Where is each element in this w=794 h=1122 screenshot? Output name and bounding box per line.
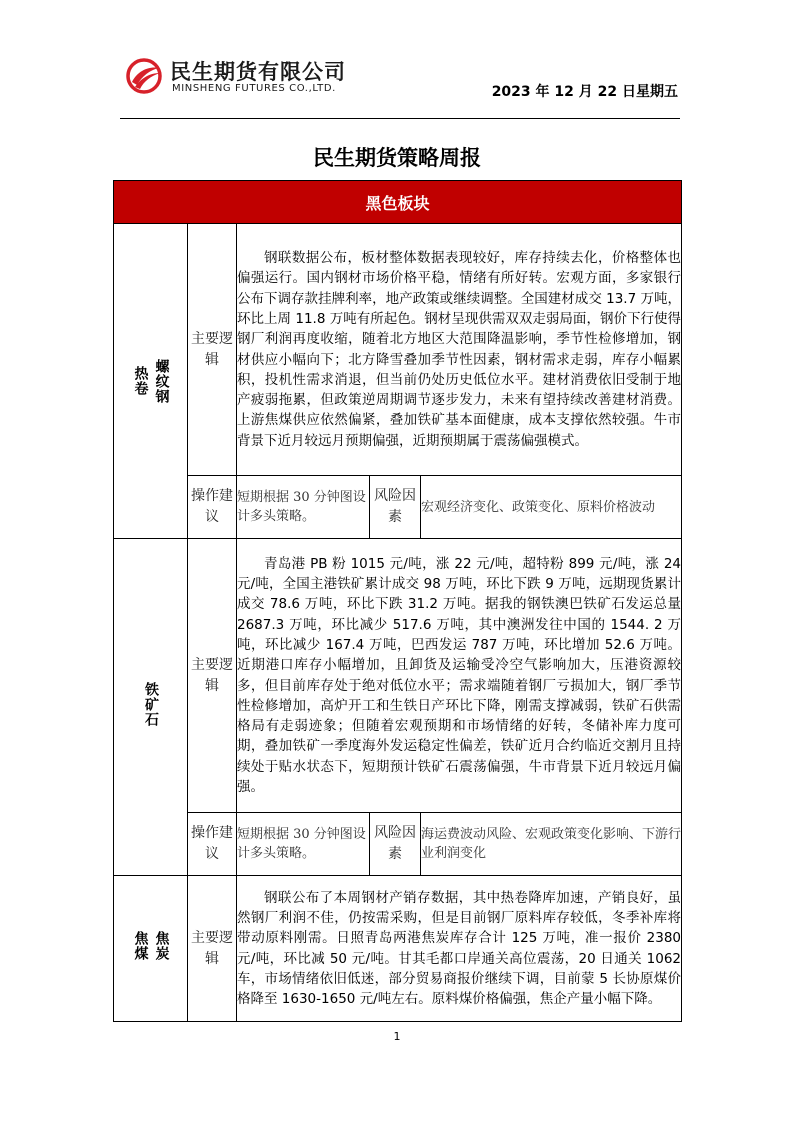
- report-date: 2023 年 12 月 22 日星期五: [491, 84, 678, 100]
- page-header: [120, 50, 680, 120]
- ore-logic: [237, 539, 682, 813]
- risk-label: 风险因素: [370, 476, 421, 539]
- risk-label: 风险因素: [370, 813, 421, 876]
- category-hot-coil: 热卷: [132, 366, 149, 396]
- ore-ops: 短期根据 30 分钟图设计多头策略。: [237, 813, 370, 876]
- section-header: 黑色板块: [114, 181, 682, 224]
- ore-risk: 海运费波动风险、宏观政策变化影响、下游行业利润变化: [421, 813, 682, 876]
- category-iron-ore-label: 铁矿石: [143, 682, 159, 727]
- company-logo: [126, 56, 366, 96]
- logic-label: 主要逻辑: [188, 876, 237, 1022]
- logic-label: 主要逻辑: [188, 224, 237, 476]
- ops-label: 操作建议: [188, 813, 237, 876]
- logic-label: 主要逻辑: [188, 539, 237, 813]
- coke-logic-text: 钢联公布了本周钢材产销存数据，其中热卷降库加速，产销良好，虽然钢厂利润不佳，仍按需采购，但是目前钢厂原料库存较低，冬季补库将带动原料刚需。日照青岛两港焦炭库存合计 125 万吨，准一报价 2380 元/吨，环比减 50 元/吨。甘其毛都口岸通关高位震荡，20 日通关 1062 车，市场情绪依旧低迷，部分贸易商报价继续下调，目前蒙 5 长协原煤价格降至 1630-1650 元/吨左右。原料煤价格偏强，焦企产量小幅下降。: [237, 889, 682, 1008]
- category-coke: [114, 876, 188, 1022]
- ops-label: 操作建议: [188, 476, 237, 539]
- steel-logic: [237, 224, 682, 476]
- ore-logic-text: 青岛港 PB 粉 1015 元/吨，涨 22 元/吨，超特粉 899 元/吨，涨 24 元/吨，全国主港铁矿累计成交 98 万吨，环比下跌 9 万吨，远期现货累计成交 78.6 万吨，环比下跌 31.2 万吨。据我的钢铁澳巴铁矿石发运总量 2687.3 万吨，环比减少 517.6 万吨，其中澳洲发往中国的 1544. 2 万吨，环比减少 167.4 万吨，巴西发运 787 万吨，环比增加 52.6 万吨。近期港口库存小幅增加，且卸货及运输受冷空气影响加大，压港资源较多，但目前库存处于绝对低位水平；需求端随着钢厂亏损加大，钢厂季节性检修增加，高炉开工和生铁日产环比下降，刚需支撑减弱，铁矿石供需格局有走弱迹象；但随着宏观预期和市场情绪的好转，冬储补库力度可期，叠加铁矿一季度海外发运稳定性偏差，铁矿近月合约临近交割月且持续处于贴水状态下，短期预计铁矿石震荡偏强，牛市背景下近月较远月偏强。: [237, 555, 682, 795]
- page-number: 1: [393, 1030, 401, 1043]
- category-coke-label: 焦炭: [153, 931, 170, 961]
- category-coking-coal: 焦煤: [132, 931, 149, 961]
- document-title: 民生期货策略周报: [313, 146, 481, 170]
- steel-risk: 宏观经济变化、政策变化、原料价格波动: [421, 476, 682, 539]
- company-name-cn: 民生期货有限公司: [170, 60, 346, 84]
- strategy-table: [113, 180, 682, 1022]
- steel-ops: 短期根据 30 分钟图设计多头策略。: [237, 476, 370, 539]
- header-divider: [120, 118, 680, 119]
- coke-logic: [237, 876, 682, 1022]
- category-steel: [114, 224, 188, 539]
- category-rebar: 螺纹钢: [153, 358, 170, 404]
- minsheng-logo-icon: [126, 58, 162, 94]
- category-iron-ore: [114, 539, 188, 876]
- company-name-en: MINSHENG FUTURES CO.,LTD.: [172, 83, 336, 94]
- steel-logic-text: 钢联数据公布，板材整体数据表现较好，库存持续去化，价格整体也偏强运行。国内钢材市场价格平稳，情绪有所好转。宏观方面，多家银行公布下调存款挂牌利率，地产政策或继续调整。全国建材成交 13.7 万吨，环比上周 11.8 万吨有所起色。钢材呈现供需双双走弱局面，钢价下行使得钢厂利润再度收缩，随着北方地区大范围降温影响，季节性检修增加，钢材供应小幅向下；北方降雪叠加季节性因素，钢材需求走弱，库存小幅累积，投机性需求消退，但当前仍处历史低位水平。建材消费依旧受制于地产疲弱拖累，但政策逆周期调节逐步发力，未来有望持续改善建材消费。上游焦煤供应依然偏紧，叠加铁矿基本面健康，成本支撑依然较强。牛市背景下近月较远月预期偏强，近期预期属于震荡偏强模式。: [237, 250, 682, 449]
